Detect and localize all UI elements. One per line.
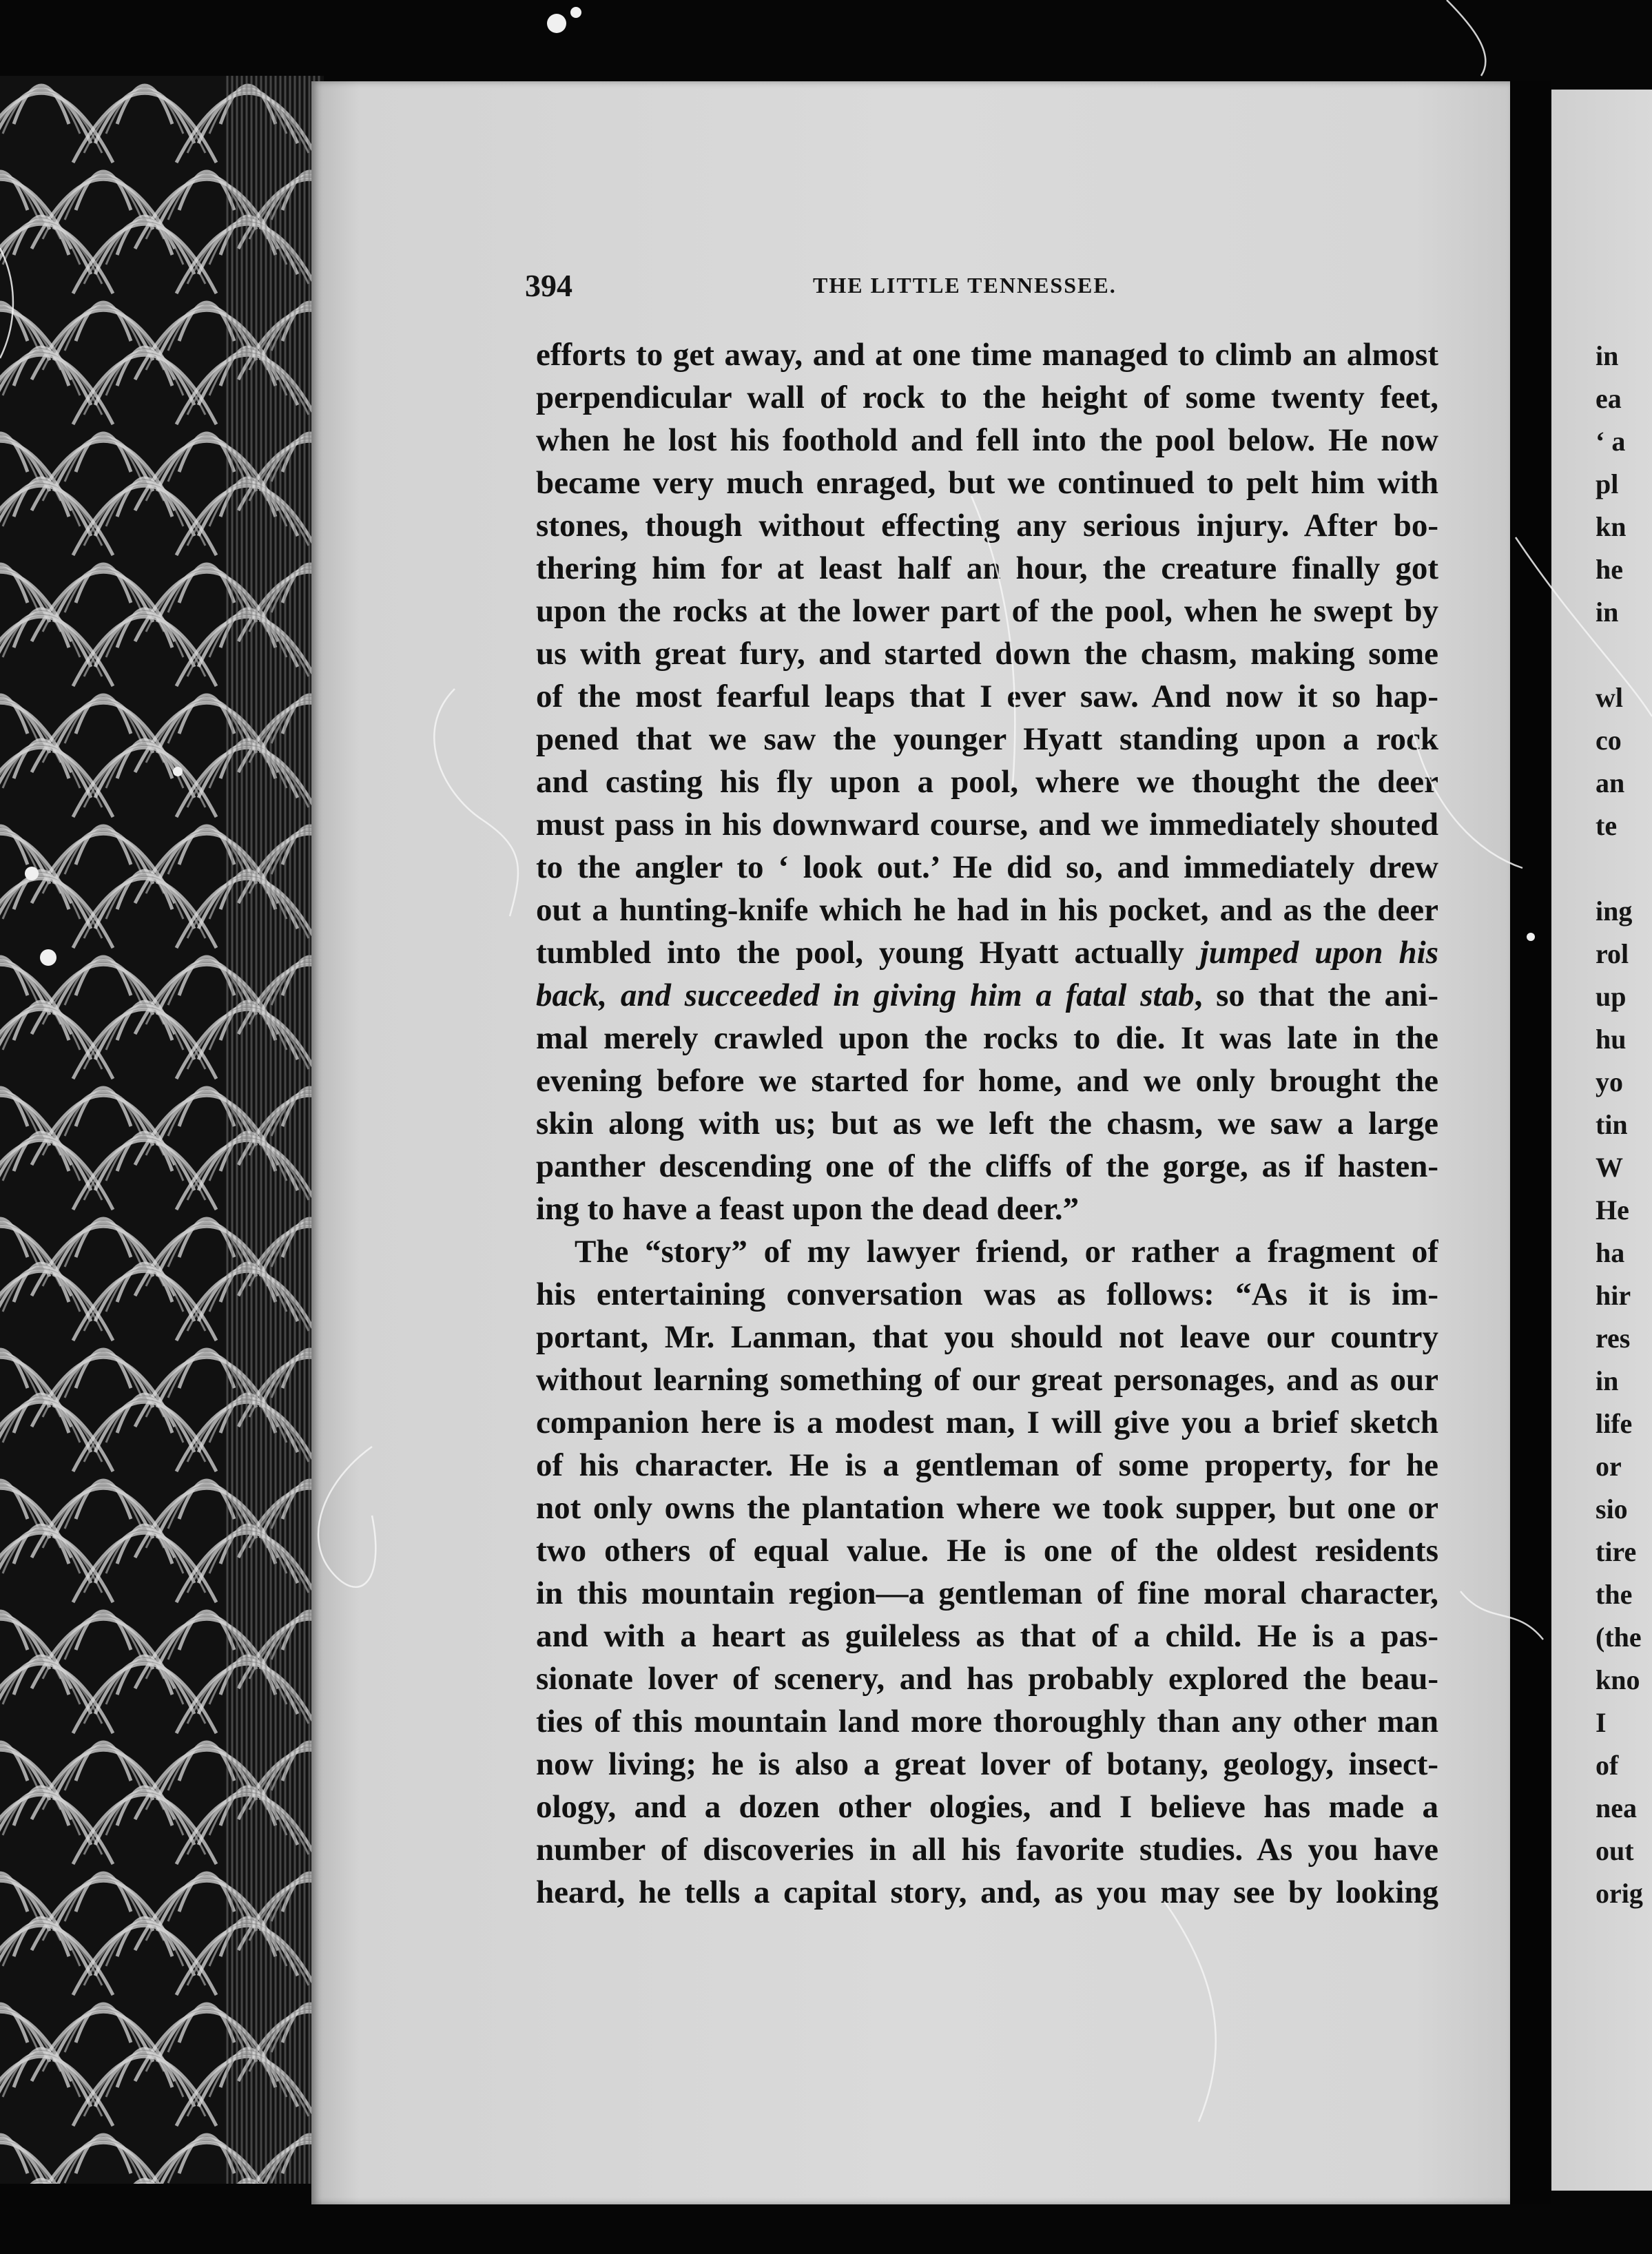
text-line: not only owns the plantation where we took supper, but one or (536, 1490, 1438, 1526)
text-line: heard, he tells a capital story, and, as you may see by looking (536, 1874, 1438, 1910)
facing-line: he (1596, 554, 1623, 585)
facing-line: in (1596, 1365, 1619, 1396)
text-line: sionate lover of scenery, and has probably explored the beau- (536, 1661, 1438, 1697)
facing-line: ‘ a (1596, 426, 1626, 457)
facing-line: te (1596, 810, 1618, 841)
text-line: his entertaining conversation was as follows: “As it is im- (536, 1276, 1438, 1312)
facing-line: ea (1596, 383, 1622, 414)
text-line: panther descending one of the cliffs of the gorge, as if hasten- (536, 1148, 1438, 1184)
facing-line: rol (1596, 938, 1629, 969)
page-number: 394 (525, 268, 572, 303)
facing-line: of (1596, 1750, 1619, 1781)
text-line: number of discoveries in all his favorite studies. As you have (536, 1832, 1438, 1868)
facing-line: I (1596, 1707, 1607, 1738)
text-line: now living; he is also a great lover of botany, geology, insect- (536, 1746, 1438, 1782)
running-title: THE LITTLE TENNESSEE. (813, 273, 1117, 298)
running-head (525, 267, 1434, 309)
facing-line: res (1596, 1323, 1631, 1354)
text-line: and casting his fly upon a pool, where we thought the deer (536, 764, 1438, 800)
text-line (536, 974, 1438, 1017)
facing-line: hir (1596, 1280, 1631, 1311)
text-line: out a hunting-knife which he had in his pocket, and as the deer (536, 892, 1438, 928)
text-line: pened that we saw the younger Hyatt standing upon a rock (536, 721, 1438, 757)
facing-line: yo (1596, 1066, 1623, 1097)
text-line: companion here is a modest man, I will give you a brief sketch (536, 1405, 1438, 1440)
text-line: ties of this mountain land more thoroughly than any other man (536, 1704, 1438, 1739)
facing-line: tin (1596, 1109, 1628, 1140)
facing-line: wl (1596, 682, 1623, 713)
text-line: to the angler to ‘ look out.’ He did so, and immediately drew (536, 849, 1438, 885)
text-line: two others of equal value. He is one of the oldest residents (536, 1533, 1438, 1569)
text-line: mal merely crawled upon the rocks to die. It was late in the (536, 1020, 1438, 1056)
text-line: of his character. He is a gentleman of some property, for he (536, 1447, 1438, 1483)
text-line: portant, Mr. Lanman, that you should not leave our country (536, 1319, 1438, 1355)
text-line: without learning something of our great personages, and as our (536, 1362, 1438, 1398)
text-run: , so that the ani- (1194, 978, 1438, 1013)
text-line: must pass in his downward course, and we immediately shouted (536, 807, 1438, 842)
facing-line: tire (1596, 1536, 1637, 1567)
text-line: became very much enraged, but we continued to pelt him with (536, 465, 1438, 501)
facing-line: the (1596, 1579, 1633, 1610)
text-line: efforts to get away, and at one time managed to climb an almost (536, 337, 1438, 373)
text-line: and with a heart as guileless as that of a child. He is a pas- (536, 1618, 1438, 1654)
text-line: perpendicular wall of rock to the height of some twenty feet, (536, 380, 1438, 415)
text-line: thering him for at least half an hour, the creature finally got (536, 550, 1438, 586)
facing-line: life (1596, 1408, 1633, 1439)
text-line: The “story” of my lawyer friend, or rather a fragment of (575, 1234, 1438, 1270)
italic-run: back, and succeeded in giving him a fatal stab (536, 978, 1195, 1013)
text-line: stones, though without effecting any serious injury. After bo- (536, 508, 1438, 544)
facing-line: in (1596, 597, 1619, 628)
facing-line: kn (1596, 511, 1627, 542)
facing-line: pl (1596, 468, 1619, 499)
facing-line: co (1596, 725, 1622, 756)
facing-line: kno (1596, 1664, 1640, 1695)
facing-line: W (1596, 1152, 1623, 1183)
facing-line: an (1596, 767, 1625, 798)
text-line: upon the rocks at the lower part of the pool, when he swept by (536, 593, 1438, 629)
text-run: tumbled into the pool, young Hyatt actually (536, 935, 1200, 971)
text-line: ology, and a dozen other ologies, and I believe has made a (536, 1789, 1438, 1825)
facing-line: ing (1596, 896, 1633, 927)
text-line: of the most fearful leaps that I ever saw. And now it so hap- (536, 679, 1438, 714)
facing-line: up (1596, 981, 1627, 1012)
facing-line: (the (1596, 1622, 1642, 1653)
text-line: us with great fury, and started down the chasm, making some (536, 636, 1438, 672)
facing-line: in (1596, 340, 1619, 371)
text-line (536, 931, 1438, 974)
facing-line: or (1596, 1451, 1622, 1482)
facing-line: out (1596, 1835, 1634, 1866)
facing-line: nea (1596, 1792, 1637, 1823)
text-line: skin along with us; but as we left the chasm, we saw a large (536, 1106, 1438, 1141)
facing-line: ha (1596, 1237, 1625, 1268)
text-line: ing to have a feast upon the dead deer.” (536, 1191, 1080, 1227)
facing-line: He (1596, 1195, 1629, 1226)
text-line: in this mountain region—a gentleman of fine moral character, (536, 1575, 1438, 1611)
text-line: evening before we started for home, and we only brought the (536, 1063, 1438, 1099)
italic-run: jumped upon his (1199, 935, 1438, 971)
text-line: when he lost his foothold and fell into the pool below. He now (536, 422, 1438, 458)
facing-line: hu (1596, 1024, 1627, 1055)
facing-line: sio (1596, 1493, 1628, 1524)
gutter-shadow (1510, 81, 1551, 2204)
body-text (536, 333, 1438, 1914)
facing-line: orig (1596, 1878, 1643, 1909)
marbled-endpaper (0, 76, 324, 2184)
